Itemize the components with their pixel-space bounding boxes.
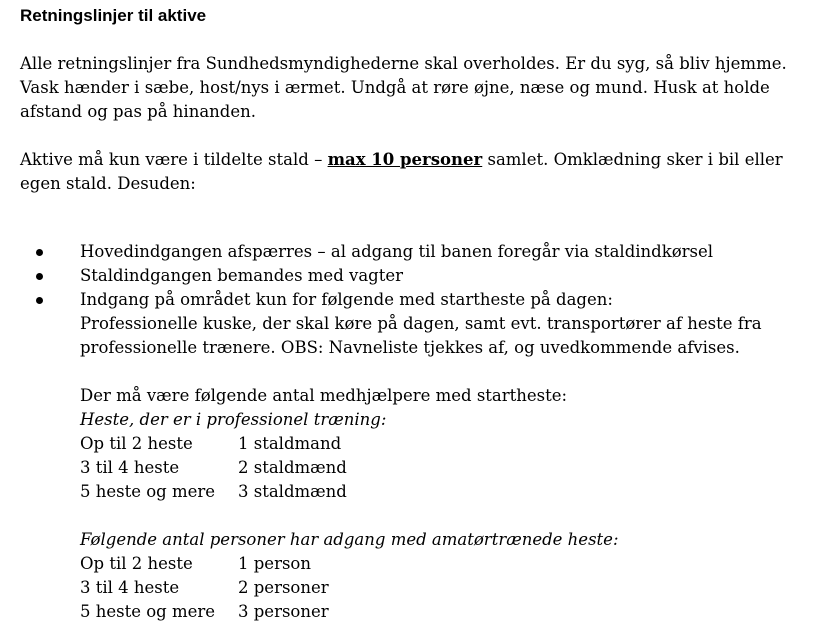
intro-line: afstand og pas på hinanden.: [20, 102, 257, 121]
person-count: 2 personer: [238, 578, 329, 597]
helper-count: 1 staldmand: [238, 434, 342, 453]
helper-count: 2 staldmænd: [238, 458, 347, 477]
bullet-icon: [36, 297, 43, 304]
intro-line: Vask hænder i sæbe, host/nys i ærmet. Undgå at røre øjne, næse og mund. Husk at holde: [20, 78, 770, 97]
list-item: [20, 264, 820, 288]
table-row: [80, 552, 820, 576]
list-item: [20, 240, 820, 264]
bullet-icon: [36, 273, 43, 280]
table-row: [80, 432, 820, 456]
table-row: [80, 576, 820, 600]
helpers-section: [80, 384, 820, 624]
stald-text-after: samlet. Omklædning sker i bil eller: [482, 150, 783, 169]
stald-line: [20, 148, 820, 172]
horse-count: 3 til 4 heste: [80, 578, 180, 597]
rules-list: [20, 240, 820, 360]
helpers-subheading: Heste, der er i professionel træning:: [80, 410, 387, 429]
bullet-icon: [36, 249, 43, 256]
list-item-text: professionelle trænere. OBS: Navneliste tjekkes af, og uvedkommende afvises.: [80, 338, 740, 357]
horse-count: Op til 2 heste: [80, 554, 193, 573]
horse-count: 3 til 4 heste: [80, 458, 180, 477]
list-item-text: Professionelle kuske, der skal køre på dagen, samt evt. transportører af heste fra: [80, 314, 762, 333]
helper-count: 3 staldmænd: [238, 482, 347, 501]
document-title: Retningslinjer til aktive: [20, 6, 207, 25]
person-count: 3 personer: [238, 602, 329, 621]
person-count: 1 person: [238, 554, 311, 573]
helpers-heading: Der må være følgende antal medhjælpere med startheste:: [80, 386, 568, 405]
document-page: [20, 4, 820, 624]
stald-text-before: Aktive må kun være i tildelte stald –: [20, 150, 328, 169]
list-item-text: Indgang på området kun for følgende med startheste på dagen:: [80, 290, 613, 309]
table-row: [80, 600, 820, 624]
table-row: [80, 480, 820, 504]
intro-line: Alle retningslinjer fra Sundhedsmyndighederne skal overholdes. Er du syg, så bliv hjemme.: [20, 54, 787, 73]
horse-count: 5 heste og mere: [80, 602, 216, 621]
horse-count: 5 heste og mere: [80, 482, 216, 501]
list-item: [20, 288, 820, 360]
list-item-text: Hovedindgangen afspærres – al adgang til banen foregår via staldindkørsel: [80, 242, 714, 261]
amateurs-subheading: Følgende antal personer har adgang med amatørtrænede heste:: [80, 530, 619, 549]
list-item-text: Staldindgangen bemandes med vagter: [80, 266, 403, 285]
max-persons-emphasis: max 10 personer: [327, 150, 483, 169]
stald-line: egen stald. Desuden:: [20, 174, 196, 193]
table-row: [80, 456, 820, 480]
horse-count: Op til 2 heste: [80, 434, 193, 453]
stald-paragraph: [20, 148, 820, 196]
intro-paragraph: [20, 52, 820, 124]
